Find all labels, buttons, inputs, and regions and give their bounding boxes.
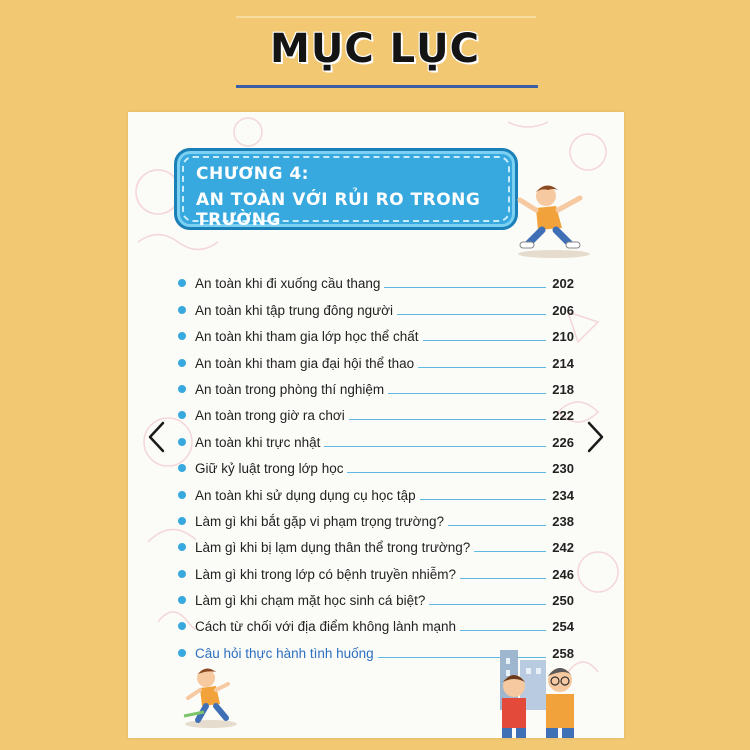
bullet-icon	[178, 279, 186, 287]
toc-leader-line	[324, 446, 546, 447]
toc-item[interactable]	[178, 479, 574, 505]
bullet-icon	[178, 438, 186, 446]
toc-item-page: 258	[552, 645, 574, 661]
toc-item-page: 210	[552, 329, 574, 345]
toc-leader-line	[349, 419, 547, 420]
toc-item-page: 254	[552, 619, 574, 635]
two-kids-school-illustration	[484, 646, 596, 738]
toc-item-title: Câu hỏi thực hành tình huống	[195, 646, 378, 664]
bullet-icon	[178, 491, 186, 499]
toc-leader-line	[384, 287, 546, 288]
page-heading: MỤC LỤC	[270, 26, 480, 72]
toc-leader-line	[429, 604, 546, 605]
chapter-banner	[174, 148, 518, 230]
toc-item-page: 214	[552, 355, 574, 371]
toc-item-page: 238	[552, 513, 574, 529]
toc-leader-line	[460, 578, 546, 579]
toc-item[interactable]	[178, 558, 574, 584]
bullet-icon	[178, 332, 186, 340]
toc-item[interactable]	[178, 611, 574, 637]
falling-kid-illustration	[176, 660, 246, 730]
toc-item-page: 206	[552, 302, 574, 318]
toc-item[interactable]	[178, 374, 574, 400]
toc-leader-line	[397, 314, 546, 315]
chapter-number: CHƯƠNG 4:	[196, 164, 309, 184]
toc-item-page: 234	[552, 487, 574, 503]
toc-item[interactable]	[178, 321, 574, 347]
toc-item-title: Giữ kỷ luật trong lớp học	[195, 461, 347, 479]
bullet-icon	[178, 649, 186, 657]
table-of-contents	[178, 268, 574, 664]
toc-item-title: An toàn khi tập trung đông người	[195, 303, 397, 321]
book-page	[128, 112, 624, 738]
toc-leader-line	[423, 340, 547, 341]
toc-item-title: An toàn khi đi xuống cầu thang	[195, 276, 384, 294]
bullet-icon	[178, 306, 186, 314]
toc-item[interactable]	[178, 400, 574, 426]
toc-item-title: An toàn trong giờ ra chơi	[195, 408, 349, 426]
toc-item-title: Cách từ chối với địa điểm không lành mạnh	[195, 619, 460, 637]
heading-underline	[236, 85, 538, 88]
toc-item-page: 202	[552, 276, 574, 292]
toc-item-page: 246	[552, 566, 574, 582]
bullet-icon	[178, 385, 186, 393]
bullet-icon	[178, 517, 186, 525]
bullet-icon	[178, 622, 186, 630]
toc-item[interactable]	[178, 268, 574, 294]
toc-item-page: 230	[552, 461, 574, 477]
toc-leader-line	[420, 499, 547, 500]
toc-item[interactable]	[178, 453, 574, 479]
running-boy-illustration	[506, 182, 602, 260]
chapter-title: AN TOÀN VỚI RỦI RO TRONG TRƯỜNG	[196, 190, 481, 230]
toc-item[interactable]	[178, 506, 574, 532]
toc-item[interactable]	[178, 347, 574, 373]
toc-leader-line	[418, 367, 546, 368]
toc-leader-line	[474, 551, 546, 552]
top-decor-line	[236, 16, 536, 18]
toc-leader-line	[388, 393, 546, 394]
toc-item-title: An toàn khi tham gia lớp học thể chất	[195, 329, 423, 347]
toc-leader-line	[347, 472, 546, 473]
toc-item-title: Làm gì khi bắt gặp vi phạm trọng trường?	[195, 514, 448, 532]
chevron-left-icon[interactable]	[145, 420, 167, 454]
toc-item[interactable]	[178, 585, 574, 611]
bullet-icon	[178, 570, 186, 578]
toc-item[interactable]	[178, 426, 574, 452]
toc-item[interactable]	[178, 532, 574, 558]
toc-item-page: 250	[552, 593, 574, 609]
toc-leader-line	[460, 630, 546, 631]
toc-item-title: Làm gì khi trong lớp có bệnh truyền nhiễm?	[195, 567, 460, 585]
toc-item-page: 242	[552, 540, 574, 556]
toc-item-title: An toàn khi sử dụng dụng cụ học tập	[195, 488, 420, 506]
bullet-icon	[178, 596, 186, 604]
toc-item-page: 222	[552, 408, 574, 424]
bullet-icon	[178, 411, 186, 419]
chevron-right-icon[interactable]	[585, 420, 607, 454]
toc-leader-line	[448, 525, 546, 526]
toc-item[interactable]	[178, 294, 574, 320]
toc-item-title: Làm gì khi chạm mặt học sinh cá biệt?	[195, 593, 429, 611]
toc-item-title: An toàn khi tham gia đại hội thể thao	[195, 356, 418, 374]
toc-item-title: An toàn khi trực nhật	[195, 435, 324, 453]
toc-item-page: 218	[552, 381, 574, 397]
bullet-icon	[178, 543, 186, 551]
toc-item-page: 226	[552, 434, 574, 450]
toc-item-title: Làm gì khi bị lạm dụng thân thể trong trường?	[195, 540, 474, 558]
toc-item-title: An toàn trong phòng thí nghiệm	[195, 382, 388, 400]
bullet-icon	[178, 359, 186, 367]
bullet-icon	[178, 464, 186, 472]
